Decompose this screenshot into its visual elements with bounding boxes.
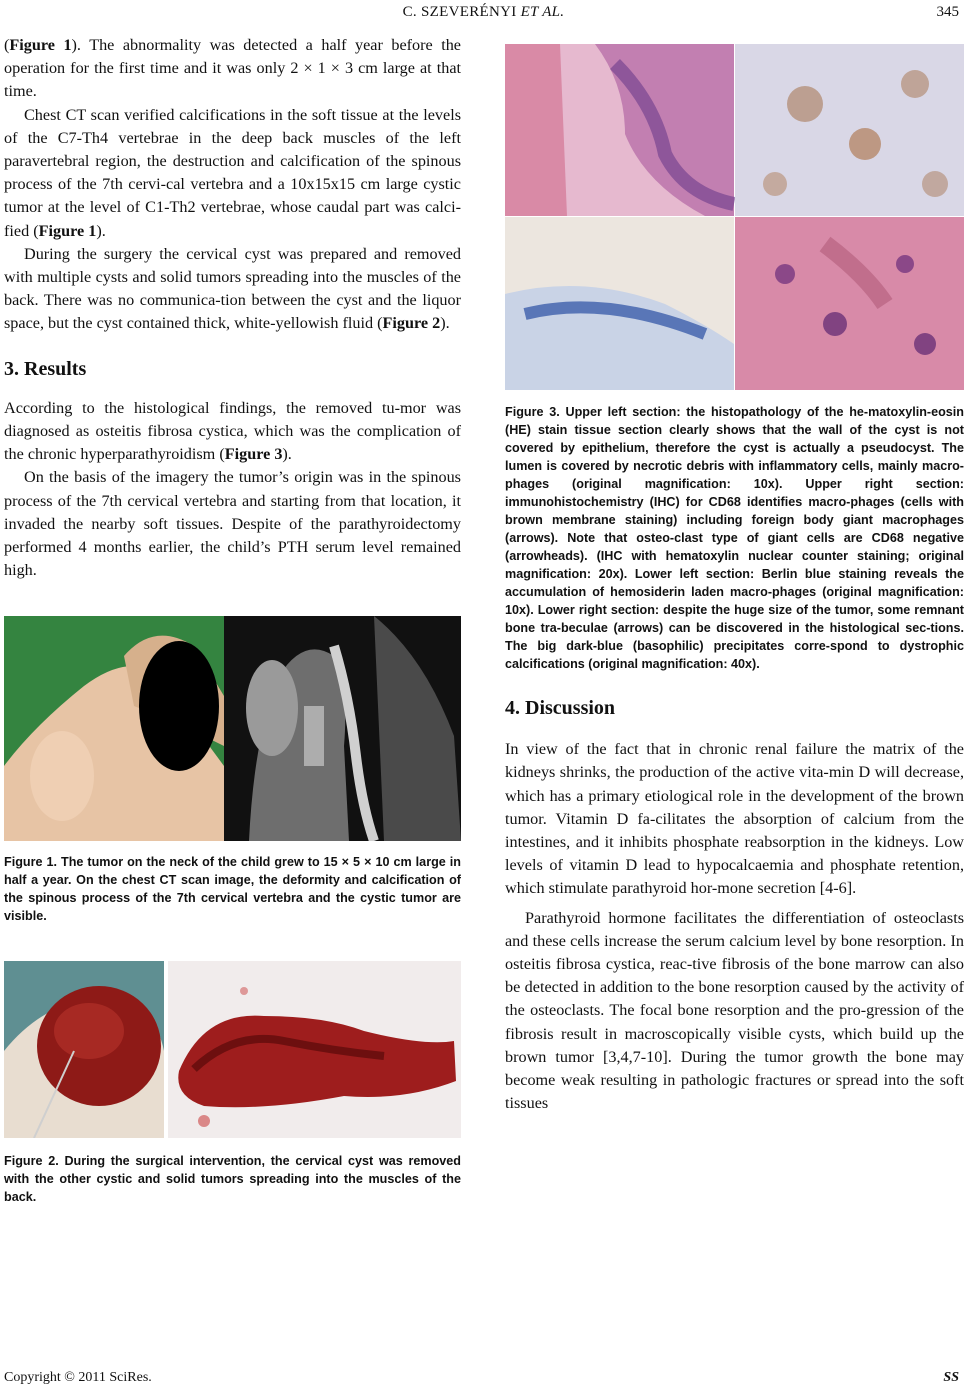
page-number: 345: [936, 4, 959, 20]
figure-1-photo-ct: [4, 616, 461, 841]
figure-2-surgery-photo: [4, 961, 461, 1138]
figure-1-caption: Figure 1. The tumor on the neck of the child grew to 15 × 5 × 10 cm large in half a year. On the chest CT scan image, the deformity and calcification of the spinous process of the 7th cervical vertebra and the cystic tumor are visible.: [4, 855, 461, 924]
section-heading-discussion: 4. Discussion: [505, 697, 616, 719]
right-column: [505, 34, 964, 1115]
figure-3-image: [505, 44, 964, 390]
running-head-authors: C. SZEVERÉNYI ET AL.: [402, 4, 565, 20]
paragraph: On the basis of the imagery the tumor’s origin was in the spinous process of the 7th cervical vertebra and starting from that location, it invaded the nearby soft tissues. Despite of the parathyroidectomy performed 4 months earlier, the child’s PTH serum level remained high.: [4, 468, 461, 580]
figure-2-caption: Figure 2. During the surgical intervention, the cervical cyst was removed with the other cystic and solid tumors spreading into the muscles of the back.: [4, 1154, 461, 1205]
paragraph: Parathyroid hormone facilitates the differentiation of osteoclasts and these cells increase the serum calcium level by bone resorption. In osteitis fibrosa cystica, reac-tive fibrosis of the bone marrow can also be detected in addition to the bone resorption caused by the activity of the osteoclasts. The focal bone resorption and the pro-gression of the fibrosis result in macroscopically visible cysts, which build up the brown tumor [3,4,7-10]. During the tumor growth the bone may become weak resulting in pathologic fractures or spread into the soft tissues: [505, 908, 964, 1113]
running-head: [0, 4, 967, 26]
paragraph: According to the histological findings, the removed tu-mor was diagnosed as osteitis fibrosa cystica, which was the complication of the chronic hyperparathyroidism (Figure 3).: [4, 398, 461, 464]
section-heading-results: 3. Results: [4, 357, 87, 380]
figure-1-image: [4, 616, 461, 841]
figure-3-caption: Figure 3. Upper left section: the histopathology of the he-matoxylin-eosin (HE) stain tissue section clearly shows that the wall of the cyst is not covered by epithelium, therefore the cyst is actually a pseudocyst. The lumen is covered by necrotic debris with inflammatory cells, mainly macro-phages (original magnification: 10x). Upper right section: immunohistochemistry (IHC) for CD68 identifies macro-phages (cells with brown membrane staining) including foreign body giant macrophages (arrows). Note that osteo-clast type of giant cells are CD68 negative (arrowheads). (IHC with hematoxylin nuclear counter staining; original magnification: 20x). Lower left section: Berlin blue staining reveals the accumulation of hemosiderin laden macro-phages (original magnification: 10x). Lower right section: despite the huge size of the tumor, some remnant bone tra-beculae (arrows) can be discovered in the histological sec-tions. The big dark-blue (basophilic) precipitates corre-spond to dystrophic calcifications (original magnification: 40x).: [505, 405, 964, 671]
paragraph: Chest CT scan verified calcifications in the soft tissue at the levels of the C7-Th4 vertebrae in the deep back muscles of the left paravertebral region, the destruction and calcification of the spinous process of the 7th cervi-cal vertebra and a 10x15x15 cm large cystic tumor at the level of C1-Th2 vertebrae, whose caudal part was calci-fied (Figure 1).: [4, 105, 461, 240]
paragraph: (Figure 1). The abnormality was detected a half year before the operation for the first time and it was only 2 × 1 × 3 cm large at that time.: [4, 36, 461, 101]
left-column: [4, 34, 461, 1206]
page-footer: [0, 1370, 967, 1390]
journal-abbreviation: SS: [943, 1370, 959, 1385]
et-al: ET AL.: [520, 4, 565, 20]
paragraph: In view of the fact that in chronic renal failure the matrix of the kidneys shrinks, the production of the active vita-min D will decrease, which has a primary etiological role in the development of the brown tumor. Vitamin D fa-cilitates the absorption of calcium from the intestines, and it inhibits phosphate reabsorption in the kidneys. Low levels of vitamin D lead to hypocalcaemia and phosphate retention, which stimulate parathyroid hor-mone secretion [4-6].: [505, 740, 964, 898]
paragraph: During the surgery the cervical cyst was prepared and removed with multiple cysts and solid tumors spreading into the muscles of the back. There was no communica-tion between the cyst and the liquor space, but the cyst contained thick, white-yellowish fluid (Figure 2).: [4, 244, 461, 333]
figure-3-histology-panels: [505, 44, 964, 390]
figure-2-image: [4, 961, 461, 1138]
copyright-notice: Copyright © 2011 SciRes.: [4, 1370, 152, 1385]
